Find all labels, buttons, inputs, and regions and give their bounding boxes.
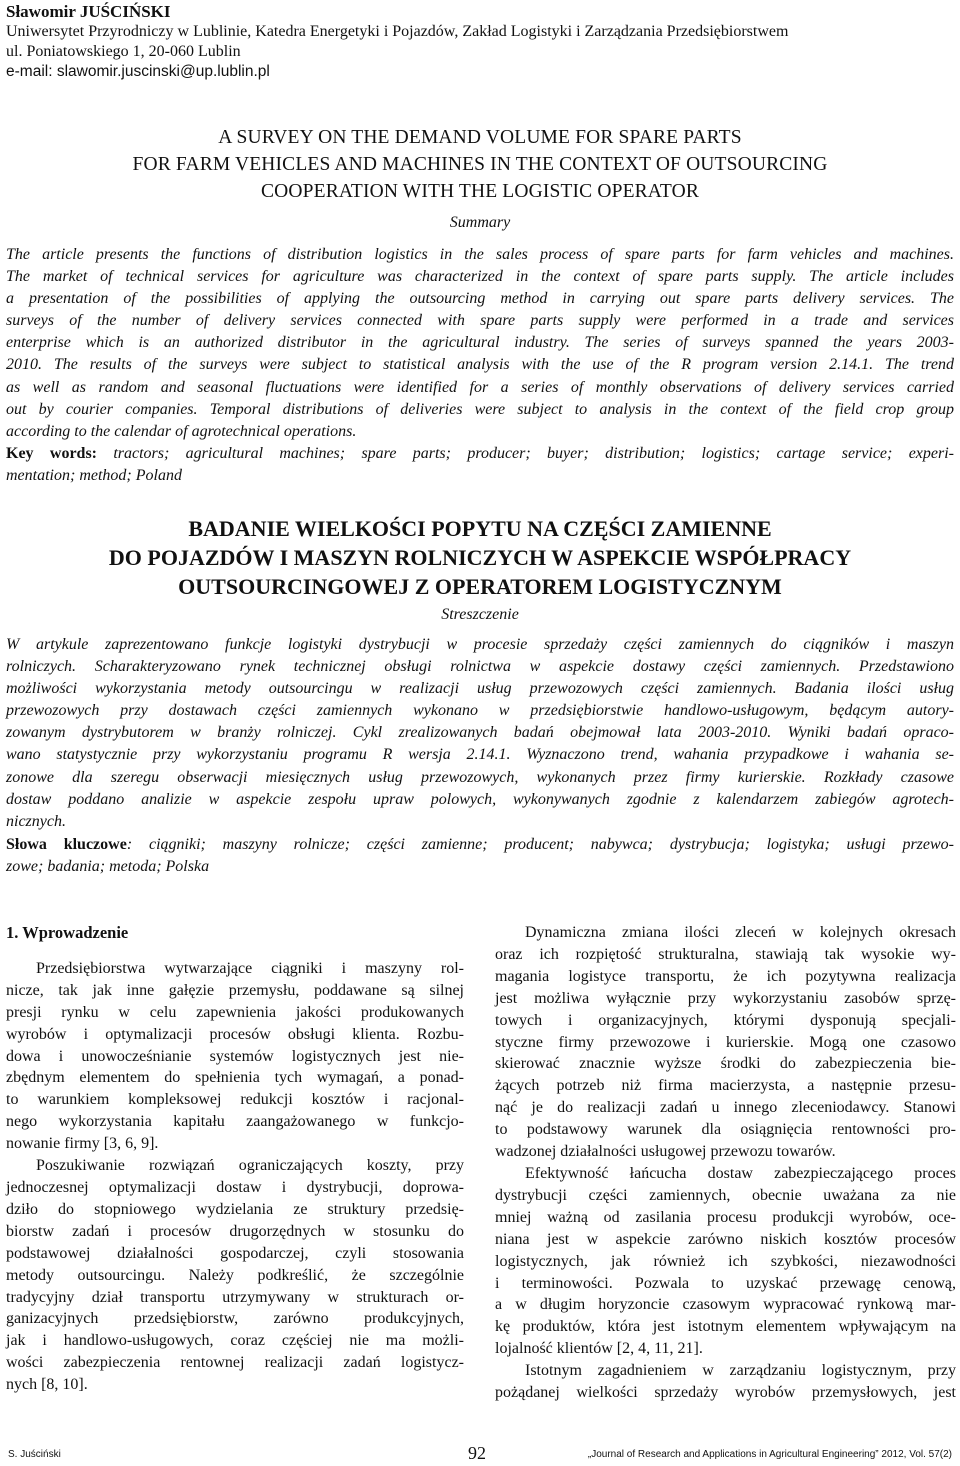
text-line: a w długim horyzoncie czasowym wypracować rynkową mar- xyxy=(495,1296,956,1314)
text-line: wości zabezpieczenia rentownej realizacji zadań logistycz- xyxy=(6,1354,464,1372)
left-column-body xyxy=(6,958,464,1396)
text-line: towych i organizacyjnych, którymi dysponują specjali- xyxy=(495,1011,956,1029)
left-column xyxy=(6,922,464,1396)
text-line: according to the calendar of agrotechnical operations. xyxy=(6,422,357,440)
text-line: to warunkiem kompleksowej redukcji kosztów i racjonal- xyxy=(6,1091,464,1109)
text-line: biorstw zadań i procesów drugorzędnych w stosunku do xyxy=(6,1222,464,1240)
text-line: żących potrzeb niż firma macierzysta, a następnie przesu- xyxy=(495,1077,956,1095)
text-line: out by courier companies. Temporal distributions of deliveries were subject to analysis in the context of the field crop group xyxy=(6,400,954,418)
text-line: logistycznych, jak również ich szybkości, niezawodności xyxy=(495,1252,956,1270)
author-block xyxy=(6,2,956,82)
text-line: tradycyjny dział transportu utrzymywany w strukturach or- xyxy=(6,1288,464,1306)
text-line: jest możliwa wyłącznie przy wykorzystaniu zasobów sprzę- xyxy=(495,989,956,1007)
text-line: nych [8, 10]. xyxy=(6,1376,88,1394)
streszczenie-heading: Streszczenie xyxy=(441,606,519,623)
polish-title-line: BADANIE WIELKOŚCI POPYTU NA CZĘŚCI ZAMIENNE xyxy=(188,516,772,541)
text-line: Istotnym zagadnieniem w zarządzaniu logistycznym, przy xyxy=(525,1362,956,1380)
text-line: magania logistyce transportu, że ich pozytywna realizacja xyxy=(495,967,956,985)
keywords-label: Key words: xyxy=(6,445,97,462)
text-line: zowanym dystrybutorem w branży rolniczej. Cykl zrealizowanych badań obejmował lata 2003-2010. Wyniki badań opraco- xyxy=(6,724,954,742)
text-line: i terminowości. Pozwala to uzyskać przewagę cenową, xyxy=(495,1274,956,1292)
footer-journal: „Journal of Research and Applications in Agricultural Engineering” 2012, Vol. 57(2) xyxy=(587,1449,952,1460)
author-name: Sławomir JUŚCIŃSKI xyxy=(6,2,171,21)
text-line: nicznych. xyxy=(6,812,66,830)
author-email[interactable]: e-mail: slawomir.juscinski@up.lublin.pl xyxy=(6,63,270,80)
text-line: pożądanej wielkości sprzedaży wyrobów przemysłowych, jest xyxy=(495,1384,956,1402)
text-line: Poszukiwanie rozwiązań ograniczających koszty, przy xyxy=(36,1157,464,1175)
text-line: metody outsourcingu. Należy podkreślić, że szczególnie xyxy=(6,1266,464,1284)
page-footer xyxy=(0,1443,960,1465)
author-affiliation: Uniwersytet Przyrodniczy w Lublinie, Katedra Energetyki i Pojazdów, Zakład Logistyki i Zarządzania Przedsiębiorstwem xyxy=(6,23,789,40)
text-line: a presentation of the possibilities of applying the outsourcing method in carrying out spare parts delivery services. The xyxy=(6,290,954,308)
text-line: Dynamiczna zmiana ilości zleceń w kolejnych okresach xyxy=(525,924,956,941)
text-line: niana jest w aspekcie zarówno niskich kosztów procesów xyxy=(495,1230,956,1248)
summary-body xyxy=(6,244,954,443)
text-line: 2010. The results of the surveys were subject to statistical analysis with the use of the R program version 2.14.1. The trend xyxy=(6,356,954,374)
text-line: mniej ważną od zasilania procesu produkcji wyrobów, oce- xyxy=(495,1208,956,1226)
summary-heading: Summary xyxy=(449,214,511,231)
text-line: presji rynku w celu zapewnienia jakości produkowanych xyxy=(6,1003,464,1021)
text-line: Przedsiębiorstwa wytwarzające ciągniki i maszyny rol- xyxy=(36,959,464,977)
english-title-line: COOPERATION WITH THE LOGISTIC OPERATOR xyxy=(261,181,699,202)
text-line: kę produktów, która jest istotnym elementem wpływającym na xyxy=(495,1318,956,1336)
text-line: surveys of the number of delivery services connected with spare parts supply were performed in a trade and services xyxy=(6,312,954,330)
text-line: jednoczesnej optymalizacji dostaw i dystrybucji, doprowa- xyxy=(6,1178,464,1196)
text-line: wadzonej działalności usługowej przewozu towarów. xyxy=(495,1143,836,1161)
text-line: podstawowej działalności gospodarczej, czyli stosowania xyxy=(6,1244,464,1262)
text-line: dziło do stopniowego wydzielania ze struktury przedsię- xyxy=(6,1200,464,1218)
streszczenie-body xyxy=(6,634,954,833)
keywords-block xyxy=(6,443,954,487)
text-line: to podstawowy warunek dla osiągnięcia rentowności pro- xyxy=(495,1121,956,1139)
english-title-line: FOR FARM VEHICLES AND MACHINES IN THE CONTEXT OF OUTSOURCING xyxy=(132,154,828,175)
slowa-text-cont: zowe; badania; metoda; Polska xyxy=(6,858,210,876)
english-title xyxy=(0,124,960,205)
right-column-body xyxy=(495,922,956,1404)
polish-title xyxy=(0,514,960,601)
text-line: wano statystycznie przy wykorzystaniu programu R wersja 2.14.1. Wyznaczono trend, wahania przypadkowe i wahania se- xyxy=(6,746,954,764)
text-line: The market of technical services for agriculture was characterized in the context of spare parts supply. The article includes xyxy=(6,268,954,286)
slowa-block xyxy=(6,834,954,878)
slowa-label: Słowa kluczowe xyxy=(6,836,127,853)
right-column xyxy=(495,922,956,1404)
text-line: przewozowych przy dostawach części zamiennych wykonano w przedsiębiorstwie handlowo-usługowym, będącym autory- xyxy=(6,702,954,720)
keywords-text-cont: mentation; method; Poland xyxy=(6,467,182,485)
text-line: rolniczych. Scharakteryzowano rynek technicznej obsługi rolnictwa w aspekcie dostawy części zamiennych. Przedstawiono xyxy=(6,658,954,676)
text-line: Efektywność łańcucha dostaw zabezpieczającego proces xyxy=(525,1164,956,1182)
text-line: as well as random and seasonal fluctuations were identified for a series of monthly observations of delivery services carried xyxy=(6,378,954,396)
text-line: nicze, tak jak inne gałęzie przemysłu, poddawane są silnej xyxy=(6,981,464,999)
text-line: nego wykorzystania kapitału zaangażowanego w funkcjo- xyxy=(6,1113,464,1131)
text-line: zbędnym elementem do spełnienia tych wymagań, a ponad- xyxy=(6,1069,464,1087)
text-line: wyrobów i optymalizacji procesów obsługi klienta. Rozbu- xyxy=(6,1025,464,1043)
text-line: zonowe dla szeregu obserwacji miesięcznych usług przewozowych, wykonanych przez firmy kurierskie. Rozkłady czasowe xyxy=(6,768,954,786)
keywords-text: tractors; agricultural machines; spare parts; producer; buyer; distribution; logistics; cartage service; experi- xyxy=(97,445,954,462)
text-line: nąć je do realizacji zadań u innego zleceniodawcy. Stanowi xyxy=(495,1099,956,1117)
text-line: nowanie firmy [3, 6, 9]. xyxy=(6,1135,159,1153)
footer-author: S. Juściński xyxy=(8,1449,61,1460)
page-number: 92 xyxy=(468,1443,486,1463)
text-line: W artykule zaprezentowano funkcje logistyki dystrybucji w procesie sprzedaży części zamiennych do ciągników i maszyn xyxy=(6,636,954,653)
author-address: ul. Poniatowskiego 1, 20-060 Lublin xyxy=(6,43,241,60)
text-line: dystrybucji części zamiennych, obecnie uważana za nie xyxy=(495,1186,956,1204)
text-line: The article presents the functions of distribution logistics in the sales process of spare parts for farm vehicles and machines. xyxy=(6,246,954,263)
polish-title-line: OUTSOURCINGOWEJ Z OPERATOREM LOGISTYCZNYM xyxy=(178,574,782,599)
text-line: enterprise which is an authorized distributor in the agricultural industry. The series of surveys spanned the years 2003- xyxy=(6,334,954,352)
section-title: 1. Wprowadzenie xyxy=(6,923,129,942)
text-line: oraz ich rozpiętość strukturalna, stawiają tak wysokie wy- xyxy=(495,945,956,963)
text-line: możliwości wykorzystania metody outsourcingu w realizacji usług przewozowych części zamiennych. Badania ilości usług xyxy=(6,680,954,698)
slowa-text: : ciągniki; maszyny rolnicze; części zamienne; producent; nabywca; dystrybucja; logistyka; usługi przewo- xyxy=(126,836,955,853)
text-line: dowa i unowocześnianie systemów logistycznych jest nie- xyxy=(6,1047,464,1065)
text-line: styczne firmy przewozowe i kurierskie. Mogą one czasowo xyxy=(495,1033,956,1051)
english-title-line: A SURVEY ON THE DEMAND VOLUME FOR SPARE PARTS xyxy=(218,127,742,148)
text-line: dostaw poddano analizie w aspekcie zespołu upraw polowych, wykonywanych zgodnie z kalendarzem zabiegów agrotech- xyxy=(6,790,954,808)
polish-title-line: DO POJAZDÓW I MASZYN ROLNICZYCH W ASPEKCIE WSPÓŁPRACY xyxy=(108,545,852,570)
text-line: skierować znacznie wyższe środki do zabezpieczenia bie- xyxy=(495,1055,956,1073)
text-line: lojalność klientów [2, 4, 11, 21]. xyxy=(495,1340,703,1358)
text-line: jak i handlowo-usługowych, coraz częściej nie ma możli- xyxy=(6,1332,464,1350)
text-line: ganizacyjnych przedsiębiorstw, zarówno produkcyjnych, xyxy=(6,1310,464,1328)
